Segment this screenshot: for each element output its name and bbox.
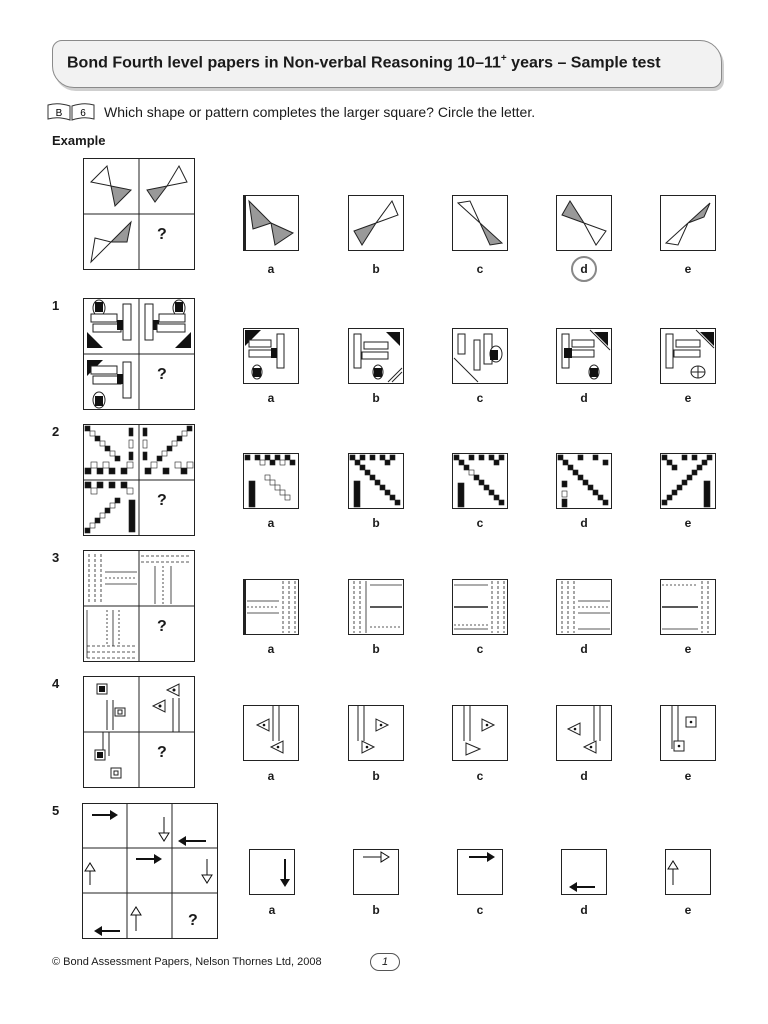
option-letter-d[interactable]: d: [580, 903, 588, 917]
question-mark: ?: [157, 744, 167, 761]
title-banner: [52, 40, 722, 88]
q1-option-c[interactable]: [452, 328, 508, 384]
option-letter-c[interactable]: c: [476, 391, 484, 405]
copyright-footer: © Bond Assessment Papers, Nelson Thornes Ltd, 2008: [52, 956, 322, 968]
option-letter-d[interactable]: d: [580, 642, 588, 656]
option-letter-a[interactable]: a: [268, 903, 276, 917]
option-letter-c[interactable]: c: [476, 903, 484, 917]
q5-option-a[interactable]: [249, 849, 295, 895]
q2-option-b[interactable]: [348, 453, 404, 509]
example-option-c[interactable]: [452, 195, 508, 251]
q1-option-a[interactable]: [243, 328, 299, 384]
option-letter-d[interactable]: d: [580, 769, 588, 783]
option-letter-d[interactable]: d: [580, 262, 588, 276]
option-letter-b[interactable]: b: [372, 903, 380, 917]
q4-option-e[interactable]: [660, 705, 716, 761]
q5-option-c[interactable]: [457, 849, 503, 895]
option-letter-e[interactable]: e: [684, 642, 692, 656]
example-option-e[interactable]: [660, 195, 716, 251]
option-letter-e[interactable]: e: [684, 391, 692, 405]
q3-option-d[interactable]: [556, 579, 612, 635]
q4-option-b[interactable]: [348, 705, 404, 761]
q5-option-e[interactable]: [665, 849, 711, 895]
q4-option-c[interactable]: [452, 705, 508, 761]
question-mark: ?: [157, 366, 167, 383]
q3-option-c[interactable]: [452, 579, 508, 635]
option-letter-a[interactable]: a: [267, 516, 275, 530]
option-letter-a[interactable]: a: [267, 769, 275, 783]
example-option-a[interactable]: [243, 195, 299, 251]
option-letter-b[interactable]: b: [372, 769, 380, 783]
option-letter-e[interactable]: e: [684, 769, 692, 783]
q2-option-d[interactable]: [556, 453, 612, 509]
option-letter-e[interactable]: e: [684, 262, 692, 276]
q4-grid: [83, 676, 195, 788]
q1-option-b[interactable]: [348, 328, 404, 384]
question-number-4: 4: [52, 676, 60, 691]
option-letter-d[interactable]: d: [580, 391, 588, 405]
option-letter-a[interactable]: a: [267, 391, 275, 405]
page-number: 1: [370, 953, 400, 971]
q2-option-c[interactable]: [452, 453, 508, 509]
book-icon-left: B: [55, 108, 63, 119]
option-letter-e[interactable]: e: [684, 903, 692, 917]
q3-option-b[interactable]: [348, 579, 404, 635]
q1-grid: [83, 298, 195, 410]
example-option-d[interactable]: [556, 195, 612, 251]
option-letter-b[interactable]: b: [372, 262, 380, 276]
question-number-1: 1: [52, 298, 60, 313]
q2-option-e[interactable]: [660, 453, 716, 509]
instruction-text: Which shape or pattern completes the larger square? Circle the letter.: [104, 104, 536, 120]
question-mark: ?: [188, 912, 198, 929]
q3-option-a[interactable]: [243, 579, 299, 635]
q5-option-d[interactable]: [561, 849, 607, 895]
option-letter-e[interactable]: e: [684, 516, 692, 530]
q4-option-d[interactable]: [556, 705, 612, 761]
q2-option-a[interactable]: [243, 453, 299, 509]
question-number-3: 3: [52, 550, 60, 565]
q2-grid: [83, 424, 195, 536]
option-letter-a[interactable]: a: [267, 262, 275, 276]
option-letter-c[interactable]: c: [476, 516, 484, 530]
page-title: Bond Fourth level papers in Non-verbal Reasoning 10–11+ years – Sample test: [67, 53, 661, 72]
q3-option-e[interactable]: [660, 579, 716, 635]
example-grid: [83, 158, 195, 270]
question-mark: ?: [157, 492, 167, 509]
book-icon-right: 6: [80, 108, 86, 119]
option-letter-c[interactable]: c: [476, 262, 484, 276]
option-letter-b[interactable]: b: [372, 391, 380, 405]
q5-option-b[interactable]: [353, 849, 399, 895]
example-option-b[interactable]: [348, 195, 404, 251]
q1-option-e[interactable]: [660, 328, 716, 384]
example-label: Example: [52, 133, 106, 148]
option-letter-c[interactable]: c: [476, 769, 484, 783]
option-letter-d[interactable]: d: [580, 516, 588, 530]
option-letter-b[interactable]: b: [372, 642, 380, 656]
q3-grid: [83, 550, 195, 662]
question-number-2: 2: [52, 424, 60, 439]
option-letter-b[interactable]: b: [372, 516, 380, 530]
option-letter-c[interactable]: c: [476, 642, 484, 656]
question-mark: ?: [157, 618, 167, 635]
book-icon: [46, 102, 96, 122]
q1-option-d[interactable]: [556, 328, 612, 384]
q4-option-a[interactable]: [243, 705, 299, 761]
question-number-5: 5: [52, 803, 60, 818]
question-mark: ?: [157, 226, 167, 243]
option-letter-a[interactable]: a: [267, 642, 275, 656]
